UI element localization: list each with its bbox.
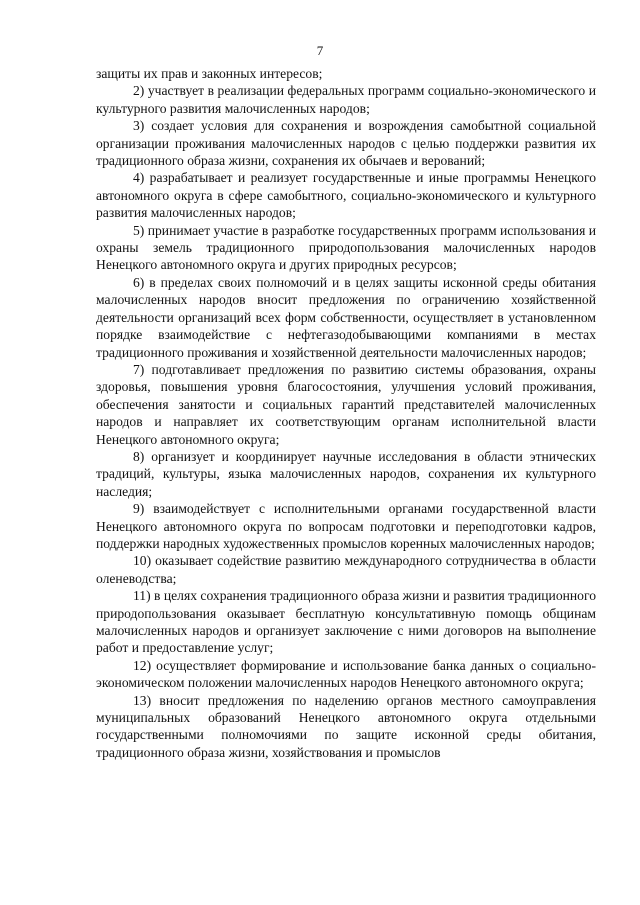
paragraph-item-5: 5) принимает участие в разработке государственных программ использования и охраны земель традиционного природопользования малочисленных народов Ненецкого автономного округа и других природных ресурсов; [96, 222, 596, 273]
page-number: 7 [316, 43, 324, 58]
paragraph-item-10: 10) оказывает содействие развитию международного сотрудничества в области оленеводства; [96, 553, 596, 586]
paragraph-item-4: 4) разрабатывает и реализует государственные и иные программы Ненецкого автономного округа в сфере самобытного, социально-экономического и культурного развития малочисленных народов; [96, 170, 596, 221]
paragraph-item-11: 11) в целях сохранения традиционного образа жизни и развития традиционного природопользования оказывает бесплатную консультативную помощь общинам малочисленных народов и организует заключение с ними договоров на выполнение работ и предоставление услуг; [96, 588, 596, 656]
paragraph-continuation: защиты их прав и законных интересов; [96, 66, 323, 81]
body-text [96, 65, 596, 761]
paragraph-item-9: 9) взаимодействует с исполнительными органами государственной власти Ненецкого автономного округа по вопросам подготовки и переподготовки кадров, поддержки народных художественных промыслов коренных малочисленных народов; [96, 501, 596, 551]
paragraph-item-7: 7) подготавливает предложения по развитию системы образования, охраны здоровья, повышения уровня благосостояния, улучшения условий проживания, обеспечения занятости и социальных гарантий представителей малочисленных народов и направляет их соответствующим органам исполнительной власти Ненецкого автономного округа; [96, 361, 596, 447]
paragraph-item-13: 13) вносит предложения по наделению органов местного самоуправления муниципальных образований Ненецкого автономного округа отдельными государственными полномочиями по защите исконной среды обитания, традиционного образа жизни, хозяйствования и промыслов [96, 692, 596, 760]
paragraph-item-3: 3) создает условия для сохранения и возрождения самобытной социальной организации проживания малочисленных народов с целью поддержки развития их традиционного образа жизни, сохранения их обычаев и верований; [96, 118, 596, 169]
paragraph-item-12: 12) осуществляет формирование и использование банка данных о социально-экономическом положении малочисленных народов Ненецкого автономного округа; [96, 657, 596, 691]
paragraph-item-2: 2) участвует в реализации федеральных программ социально-экономического и культурного развития малочисленных народов; [96, 83, 596, 116]
paragraph-item-8: 8) организует и координирует научные исследования в области этнических традиций, культуры, языка малочисленных народов, сохранения их культурного наследия; [96, 448, 596, 499]
paragraph-item-6: 6) в пределах своих полномочий и в целях защиты исконной среды обитания малочисленных народов вносит предложения по ограничению хозяйственной деятельности организаций всех форм собственности, осуществляет в установленном порядке взаимодействие с нефтегазодобывающими компаниями в местах традиционного проживания и хозяйственной деятельности малочисленных народов; [96, 274, 596, 360]
